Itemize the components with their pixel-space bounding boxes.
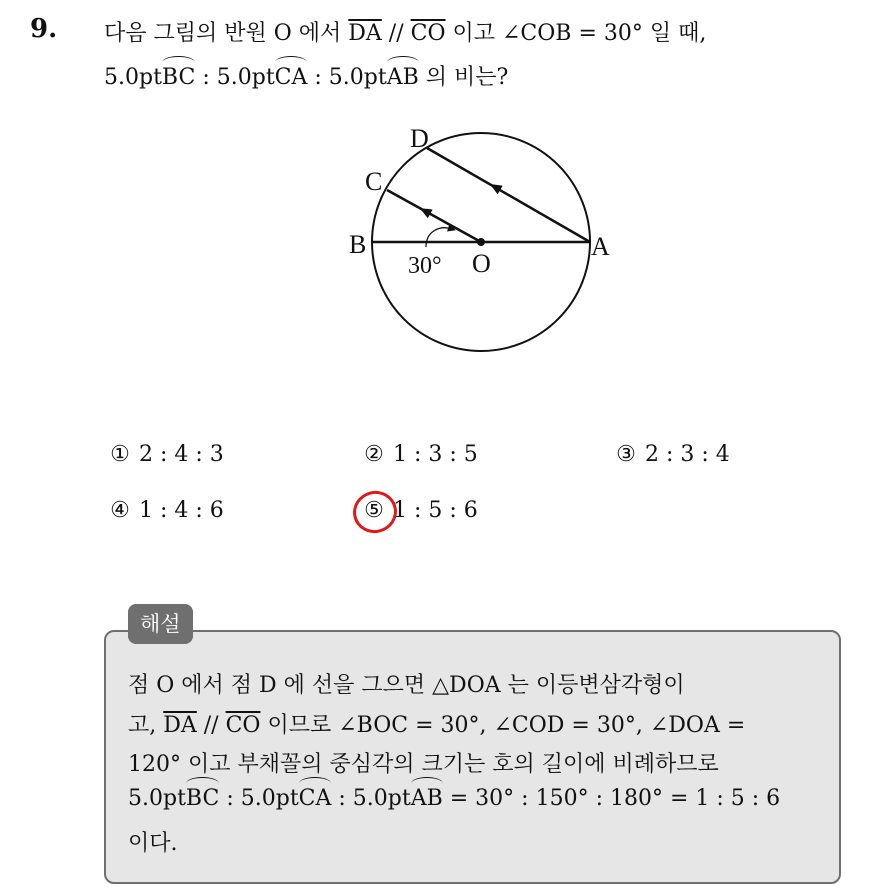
solution-line-3: 120° 이고 부채꼴의 중심각의 크기는 호의 길이에 비례하므로: [128, 752, 719, 777]
question-line-2: [104, 60, 508, 91]
solution-arc-ca: CA: [298, 786, 332, 811]
solution-line-1: 점 O 에서 점 D 에 선을 그으면 △DOA 는 이등변삼각형이: [128, 673, 685, 698]
solution-arc-bc: BC: [185, 786, 220, 811]
question-sep-1: : 5.0pt: [195, 65, 275, 90]
label-o: O: [472, 249, 491, 278]
choice-4[interactable]: [108, 498, 224, 523]
solution-line-4: [128, 786, 780, 811]
choice-5-text: 1 : 5 : 6: [393, 498, 478, 523]
choice-1-number: ①: [110, 442, 130, 467]
arc-bc: BC: [161, 65, 196, 90]
question-number: 9.: [30, 14, 58, 44]
solution-line-5: 이다.: [128, 831, 178, 856]
label-angle-30: 30°: [408, 253, 442, 279]
question-text-b: 이고 ∠COB = 30° 일 때,: [445, 21, 707, 46]
solution-sep-2: : 5.0pt: [331, 786, 411, 811]
solution-arc-ab: AB: [410, 786, 443, 811]
choice-2[interactable]: [362, 442, 478, 467]
label-c: C: [365, 167, 383, 196]
choice-1-text: 2 : 4 : 3: [139, 442, 224, 467]
choice-4-text: 1 : 4 : 6: [139, 498, 224, 523]
arc-ca: CA: [274, 65, 308, 90]
arc-ab: AB: [386, 65, 419, 90]
segment-co: $\overline{CO}$: [410, 21, 446, 46]
solution-segment-co: $\overline{CO}$: [225, 713, 261, 738]
question-tail: 의 비는?: [418, 65, 509, 90]
segment-oc-line: [387, 190, 481, 242]
semicircle-figure: [330, 115, 630, 375]
solution-sep-1: : 5.0pt: [219, 786, 299, 811]
choice-2-text: 1 : 3 : 5: [393, 442, 478, 467]
solution-segment-da: $\overline{DA}$: [163, 713, 197, 738]
solution-line-2-b: 이므로 ∠BOC = 30°, ∠COD = 30°, ∠DOA =: [260, 713, 746, 738]
choice-3[interactable]: [614, 442, 730, 467]
label-a: A: [591, 232, 610, 261]
question-line-1: [104, 16, 706, 47]
question-text-a: 다음 그림의 반원 O 에서: [104, 21, 349, 46]
center-point-o: [477, 238, 485, 246]
question-sep-2: : 5.0pt: [307, 65, 387, 90]
parallel-symbol: //: [381, 21, 411, 46]
solution-prefix-1: 5.0pt: [128, 786, 186, 811]
solution-line-2: [128, 708, 745, 739]
choice-5[interactable]: [362, 498, 478, 523]
solution-line-4-tail: = 30° : 150° : 180° = 1 : 5 : 6: [442, 786, 781, 811]
solution-parallel-symbol: //: [196, 713, 226, 738]
question-prefix-1: 5.0pt: [104, 65, 162, 90]
choice-3-number: ③: [616, 442, 636, 467]
segment-ad-line: [427, 148, 590, 242]
label-b: B: [349, 230, 367, 259]
angle-arc: [426, 228, 452, 247]
choice-4-number: ④: [110, 498, 130, 523]
choice-5-number-selected: ⑤: [362, 498, 386, 523]
solution-line-2-a: 고,: [128, 713, 164, 738]
choice-1[interactable]: [108, 442, 224, 467]
solution-tag: 해설: [128, 604, 193, 644]
label-d: D: [410, 124, 429, 153]
choice-3-text: 2 : 3 : 4: [645, 442, 730, 467]
choice-2-number: ②: [364, 442, 384, 467]
segment-da: $\overline{DA}$: [348, 21, 382, 46]
